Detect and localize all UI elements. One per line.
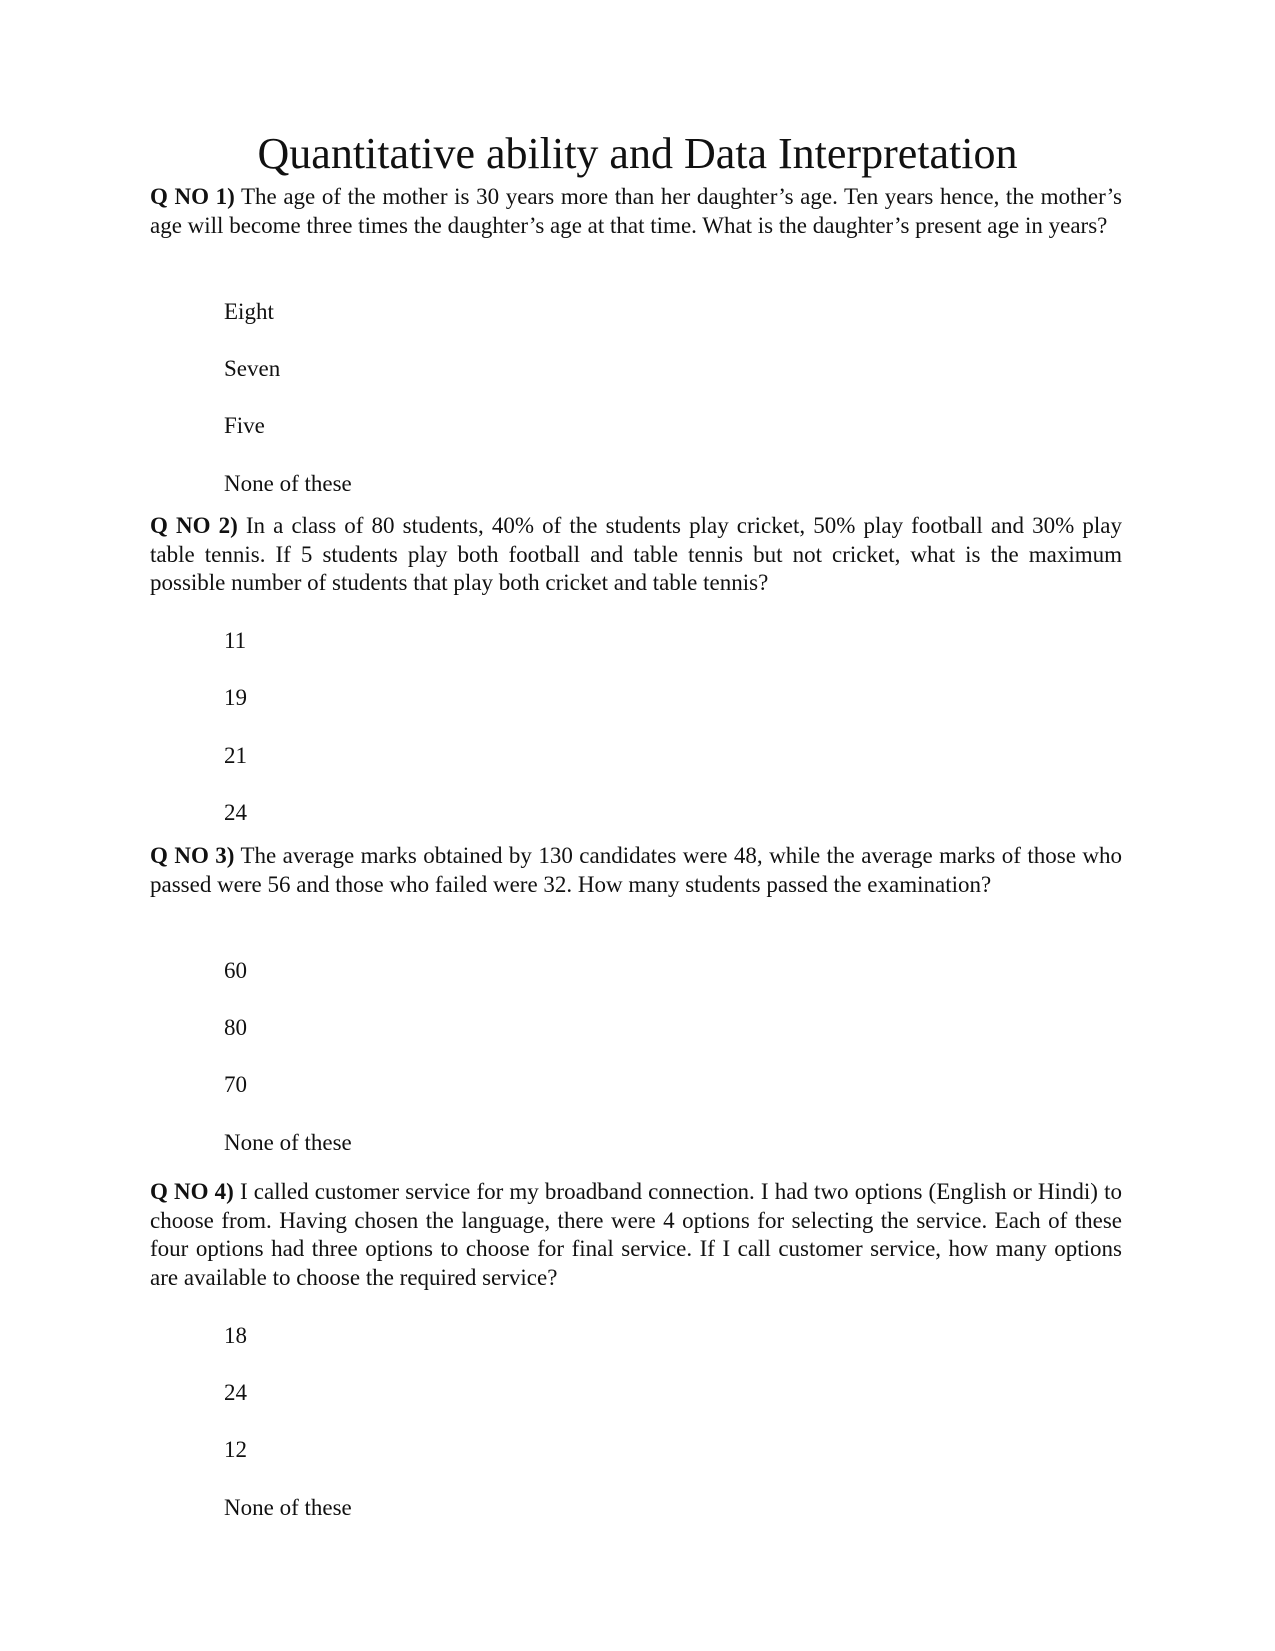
question-1-label: Q NO 1) [150,184,235,209]
question-2-option-1: 11 [224,628,247,653]
question-4-option-3: 12 [224,1437,247,1462]
question-4-option-2: 24 [224,1380,247,1405]
question-2-option-2: 19 [224,685,247,710]
question-4-option-1: 18 [224,1323,247,1348]
question-3 [150,842,1122,899]
question-4 [150,1178,1122,1292]
question-1-option-4: None of these [224,471,352,496]
question-4-label: Q NO 4) [150,1179,234,1204]
question-1-option-1: Eight [224,299,274,324]
question-4-option-4: None of these [224,1495,352,1520]
question-3-option-3: 70 [224,1072,247,1097]
question-2-option-3: 21 [224,743,247,768]
question-4-text: I called customer service for my broadband connection. I had two options (English or Hindi) to choose from. Having chosen the language, there were 4 options for selecting the service. Each of these four options had three options to choose for final service. If I call customer service, how many options are available to choose the required service? [150,1179,1122,1290]
question-1-text: The age of the mother is 30 years more than her daughter’s age. Ten years hence, the mother’s age will become three times the daughter’s age at that time. What is the daughter’s present age in years? [150,184,1122,238]
question-3-text: The average marks obtained by 130 candidates were 48, while the average marks of those who passed were 56 and those who failed were 32. How many students passed the examination? [150,843,1122,897]
page-title: Quantitative ability and Data Interpretation [257,129,1018,178]
question-1 [150,183,1122,240]
question-2-label: Q NO 2) [150,513,238,538]
question-3-label: Q NO 3) [150,843,235,868]
question-3-option-2: 80 [224,1015,247,1040]
question-2 [150,512,1122,598]
question-1-option-3: Five [224,413,265,438]
question-2-text: In a class of 80 students, 40% of the students play cricket, 50% play football and 30% play table tennis. If 5 students play both football and table tennis but not cricket, what is the maximum possible number of students that play both cricket and table tennis? [150,513,1122,595]
question-2-option-4: 24 [224,800,247,825]
question-1-option-2: Seven [224,356,281,381]
question-3-option-1: 60 [224,958,247,983]
question-3-option-4: None of these [224,1130,352,1155]
